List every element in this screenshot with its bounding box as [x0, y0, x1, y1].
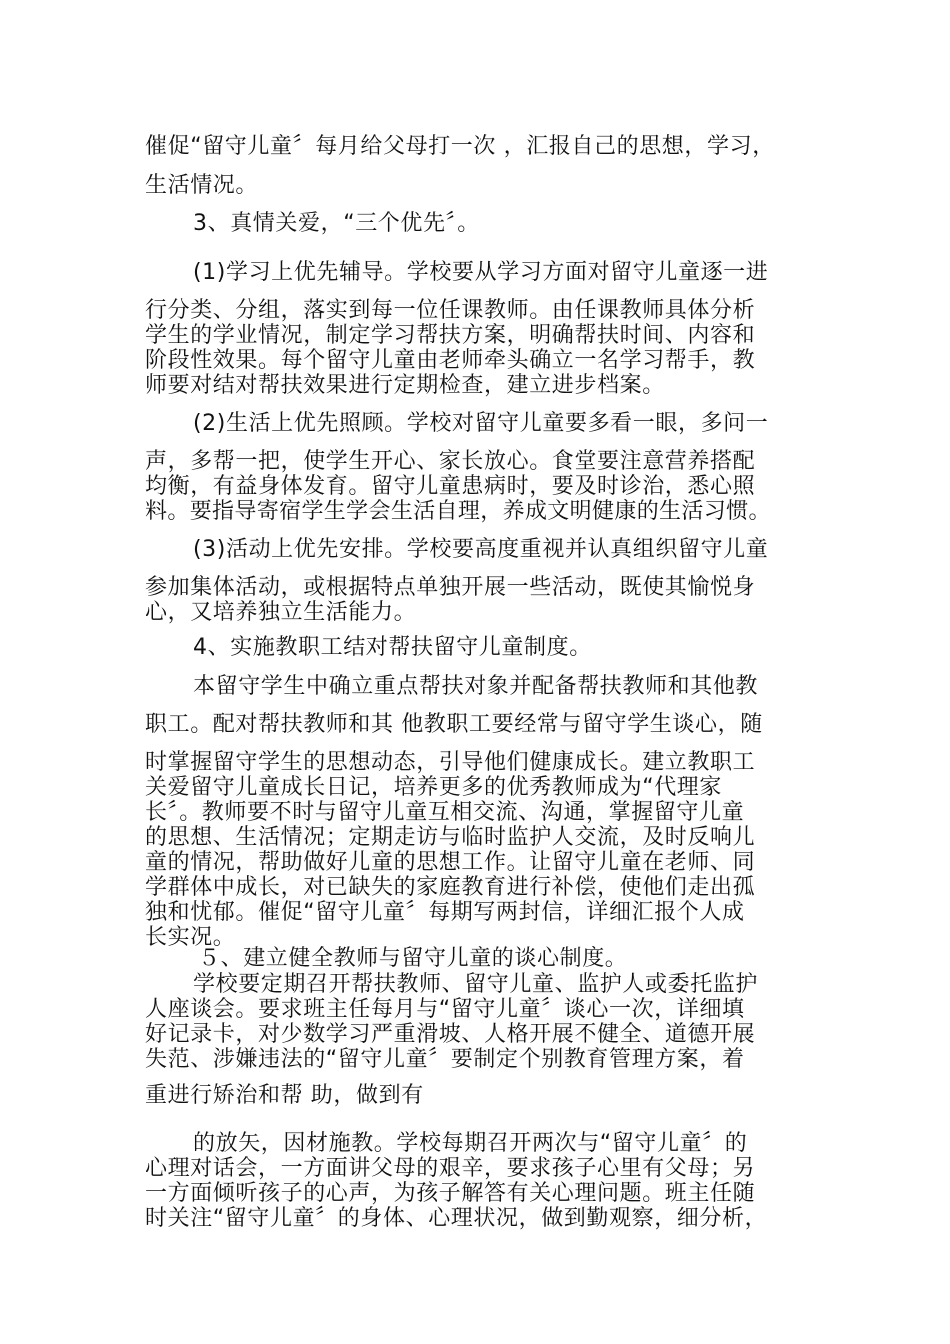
text-line: 的思想、生活情况；定期走访与临时监护人交流，及时反响儿 — [145, 825, 756, 850]
text-line: 好记录卡，对少数学习严重滑坡、人格开展不健全、道德开展 — [145, 1022, 756, 1047]
section-heading: 4、实施教职工结对帮扶留守儿童制度。 — [193, 635, 592, 660]
text-line: 行分类、分组，落实到每一位任课教师。由任课教师具体分析 — [145, 298, 756, 323]
section-heading: 3、真情关爱，“三个优先〞。 — [193, 211, 480, 236]
text-line: 均衡，有益身体发育。留守儿童患病时，要及时诊治，悉心照 — [145, 474, 756, 499]
text-line: 声，多帮一把，使学生开心、家长放心。食堂要注意营养搭配 — [145, 449, 756, 474]
text-line: 学群体中成长，对已缺失的家庭教育进行补偿，使他们走出孤 — [145, 875, 756, 900]
text-line: 阶段性效果。每个留守儿童由老师牵头确立一名学习帮手，教 — [145, 348, 756, 373]
text-line: 一方面倾听孩子的心声，为孩子解答有关心理问题。班主任随 — [145, 1181, 756, 1206]
text-line: 职工。配对帮扶教师和其 他教职工要经常与留守学生谈心，随 — [145, 712, 763, 737]
text-line: 重进行矫治和帮 助，做到有 — [145, 1083, 424, 1108]
text-line: 时关注“留守儿童〞的身体、心理状况，做到勤观察，细分析， — [145, 1206, 768, 1231]
text-line: (1)学习上优先辅导。学校要从学习方面对留守儿童逐一进 — [193, 260, 769, 285]
text-line: (3)活动上优先安排。学校要高度重视并认真组织留守儿童 — [193, 537, 769, 562]
text-line: 长实况。 — [145, 925, 236, 950]
text-line: 本留守学生中确立重点帮扶对象并配备帮扶教师和其他教 — [193, 674, 759, 699]
text-line: 失范、涉嫌违法的“留守儿童〞要制定个别教育管理方案，着 — [145, 1047, 745, 1072]
text-line: 人座谈会。要求班主任每月与“留守儿童〞谈心一次，详细填 — [145, 997, 745, 1022]
text-line: 时掌握留守学生的思想动态，引导他们健康成长。建立教职工 — [145, 750, 756, 775]
text-line: 生活情况。 — [145, 173, 259, 198]
text-line: 学校要定期召开帮扶教师、留守儿童、监护人或委托监护 — [193, 972, 759, 997]
text-line: 长〞。教师要不时与留守儿童互相交流、沟通，掌握留守儿童 — [145, 800, 745, 825]
text-line: 心理对话会，一方面讲父母的艰辛，要求孩子心里有父母；另 — [145, 1156, 756, 1181]
text-line: 独和忧郁。催促“留守儿童〞每期写两封信，详细汇报个人成 — [145, 900, 745, 925]
text-line: 学生的学业情况，制定学习帮扶方案，明确帮扶时间、内容和 — [145, 323, 756, 348]
text-line: 料。要指导寄宿学生学会生活自理，养成文明健康的生活习惯。 — [145, 499, 771, 524]
text-line: 关爱留守儿童成长日记，培养更多的优秀教师成为“代理家 — [145, 775, 722, 800]
text-line: 参加集体活动，或根据特点单独开展一些活动，既使其愉悦身 — [145, 575, 756, 600]
text-line: (2)生活上优先照顾。学校对留守儿童要多看一眼，多问一 — [193, 411, 769, 436]
text-line: 师要对结对帮扶效果进行定期检查，建立进步档案。 — [145, 373, 665, 398]
text-line: 心，又培养独立生活能力。 — [145, 600, 417, 625]
text-line: 的放矢，因材施教。学校每期召开两次与“留守儿童〞的 — [193, 1131, 748, 1156]
text-line: 童的情况，帮助做好儿童的思想工作。让留守儿童在老师、同 — [145, 850, 756, 875]
text-line: 催促“留守儿童〞每月给父母打一次 ，汇报自己的思想，学习， — [145, 134, 775, 159]
section-heading: ５、建立健全教师与留守儿童的谈心制度。 — [198, 946, 628, 971]
